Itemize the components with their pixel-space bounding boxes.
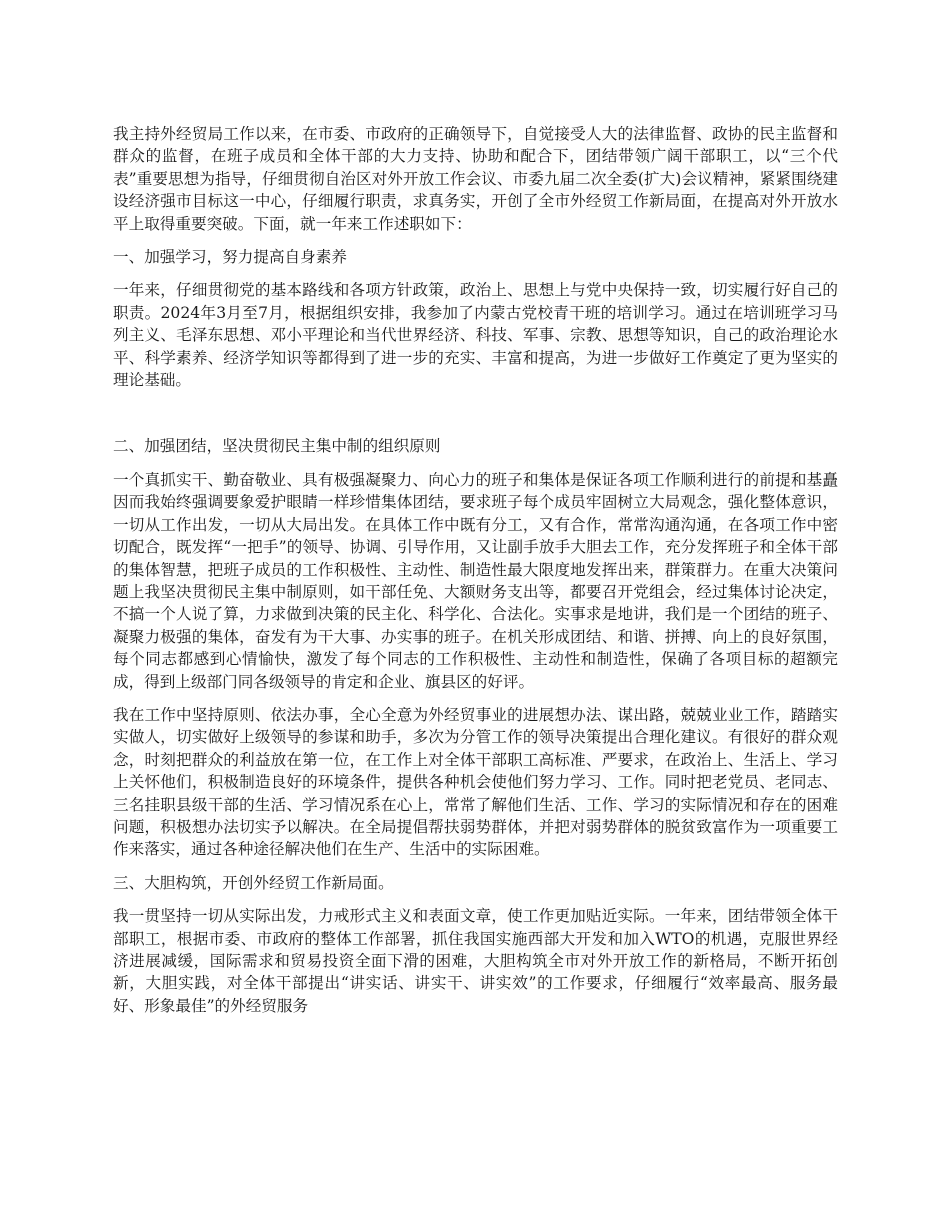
section-heading-3: 三、大胆构筑，开创外经贸工作新局面。 [113, 873, 394, 892]
intro-paragraph: 我主持外经贸局工作以来，在市委、市政府的正确领导下，自觉接受人大的法律监督、政协的民主监督和群众的监督，在班子成员和全体干部的大力支持、协助和配合下，团结带领广阔干部职工，以“三个代表”重要思想为指导，仔细贯彻自治区对外开放工作会议、市委九届二次全委(扩大)会议精神，紧紧围绕建设经济强市目标这一中心，仔细履行职责，求真务实，开创了全市外经贸工作新局面，在提高对外开放水平上取得重要突破。下面，就一年来工作述职如下： [113, 125, 838, 233]
blank-gap [113, 402, 838, 435]
section-heading-2: 二、加强团结，坚决贯彻民主集中制的组织原则 [113, 437, 441, 456]
section-heading-1: 一、加强学习，努力提高自身素养 [113, 248, 347, 267]
section-2-paragraph-2: 我在工作中坚持原则、依法办事，全心全意为外经贸事业的进展想办法、谋出路，兢兢业业工作，踏踏实实做人，切实做好上级领导的参谋和助手，多次为分管工作的领导决策提出合理化建议。有很好的群众观念，时刻把群众的利益放在第一位，在工作上对全体干部职工高标准、严要求，在政治上、生活上、学习上关怀他们，积极制造良好的环境条件，提供各种机会使他们努力学习、工作。同时把老党员、老同志、三名挂职县级干部的生活、学习情况系在心上，常常了解他们生活、工作、学习的实际情况和存在的困难问题，积极想办法切实予以解决。在全局提倡帮扶弱势群体，并把对弱势群体的脱贫致富作为一项重要工作来落实，通过各种途径解决他们在生产、生活中的实际困难。 [113, 705, 838, 859]
document-body [113, 123, 838, 1028]
section-2-paragraph-1: 一个真抓实干、勤奋敬业、具有极强凝聚力、向心力的班子和集体是保证各项工作顺利进行的前提和基矗因而我始终强调要象爱护眼睛一样珍惜集体团结，要求班子每个成员牢固树立大局观念，强化整体意识，一切从工作出发，一切从大局出发。在具体工作中既有分工，又有合作，常常沟通沟通，在各项工作中密切配合，既发挥“一把手”的领导、协调、引导作用，又让副手放手大胆去工作，充分发挥班子和全体干部的集体智慧，把班子成员的工作积极性、主动性、制造性最大限度地发挥出来，群策群力。在重大决策问题上我坚决贯彻民主集中制原则，如干部任免、大额财务支出等，都要召开党组会，经过集体讨论决定，不搞一个人说了算，力求做到决策的民主化、科学化、合法化。实事求是地讲，我们是一个团结的班子、凝聚力极强的集体，奋发有为干大事、办实事的班子。在机关形成团结、和谐、拼搏、向上的良好氛围，每个同志都感到心情愉快，激发了每个同志的工作积极性、主动性和制造性，保确了各项目标的超额完成，得到上级部门同各级领导的肯定和企业、旗县区的好评。 [113, 470, 838, 691]
section-1-paragraph-1: 一年来，仔细贯彻党的基本路线和各项方针政策，政治上、思想上与党中央保持一致，切实履行好自己的职责。2024年3月至7月，根据组织安排，我参加了内蒙古党校青干班的培训学习。通过在培训班学习马列主义、毛泽东思想、邓小平理论和当代世界经济、科技、军事、宗教、思想等知识，自己的政治理论水平、科学素养、经济学知识等都得到了进一步的充实、丰富和提高，为进一步做好工作奠定了更为坚实的理论基础。 [113, 281, 838, 390]
section-3-paragraph-1: 我一贯坚持一切从实际出发，力戒形式主义和表面文章，使工作更加贴近实际。一年来，团结带领全体干部职工，根据市委、市政府的整体工作部署，抓住我国实施西部大开发和加入WTO的机遇，克服世界经济进展减缓，国际需求和贸易投资全面下滑的困难，大胆构筑全市对外开放工作的新格局，不断开拓创新，大胆实践，对全体干部提出“讲实话、讲实干、讲实效”的工作要求，仔细履行“效率最高、服务最好、形象最佳”的外经贸服务 [113, 907, 838, 1015]
